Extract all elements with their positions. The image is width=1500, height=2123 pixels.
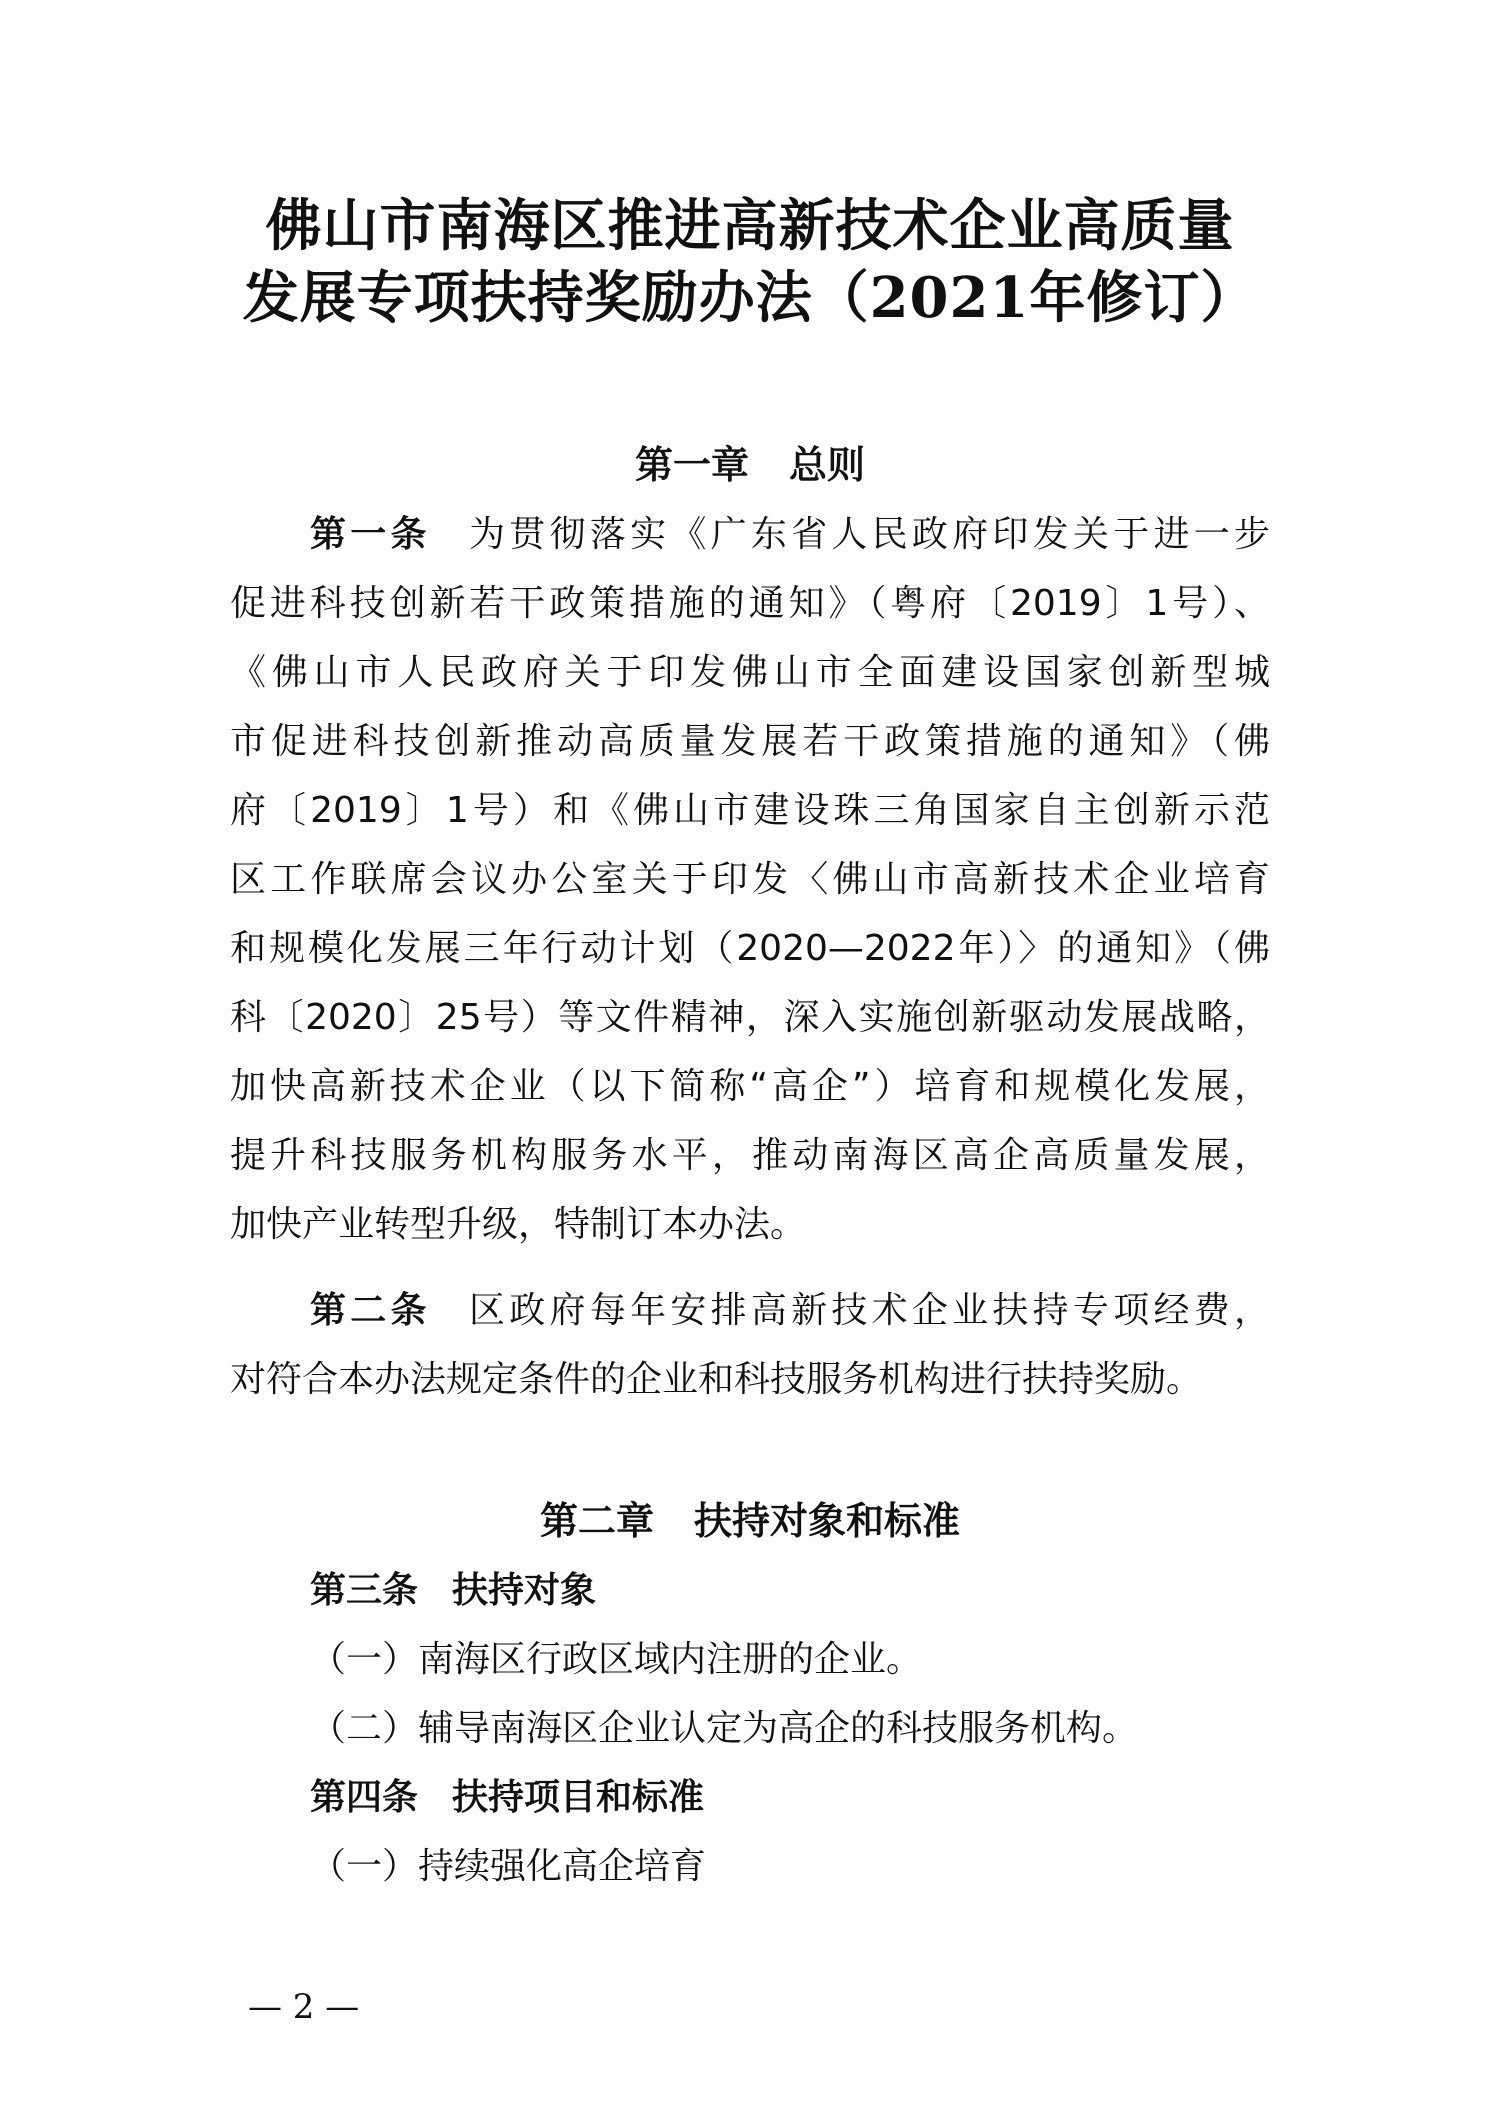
chapter-2-heading: [0, 1496, 1500, 1546]
article-1-line-9: 加快高新技术企业（以下简称“高企”）培育和规模化发展，: [230, 1066, 1270, 1107]
article-1-line-11: 加快产业转型升级，特制订本办法。: [230, 1204, 807, 1245]
article-3-item-2: （二）辅导南海区企业认定为高企的科技服务机构。: [310, 1708, 1139, 1749]
article-4-label: 第四条: [310, 1776, 419, 1818]
article-3-label: 第三条: [310, 1569, 419, 1611]
article-1-label: 第一条: [310, 513, 431, 555]
article-2-line-2: 对符合本办法规定条件的企业和科技服务机构进行扶持奖励。: [230, 1359, 1203, 1400]
article-1-line-8: 科〔2020〕25号）等文件精神，深入实施创新驱动发展战略，: [230, 997, 1270, 1038]
article-4-heading: [310, 1763, 704, 1832]
article-2-label: 第二条: [310, 1289, 431, 1331]
article-3-heading: [310, 1556, 596, 1625]
article-1-line-2: 促进科技创新若干政策措施的通知》（粤府〔2019〕1号）、: [230, 583, 1270, 624]
chapter-1-heading: [0, 440, 1500, 490]
article-1-line-4: 市促进科技创新推动高质量发展若干政策措施的通知》（佛: [230, 721, 1270, 762]
document-title-line-2: 发展专项扶持奖励办法（2021年修订）: [242, 265, 1258, 331]
page-number: — 2 —: [248, 1987, 360, 2027]
article-2: [230, 1276, 1270, 1414]
document-title-line-1: 佛山市南海区推进高新技术企业高质量: [265, 193, 1235, 259]
article-1: [230, 500, 1270, 1259]
article-1-line-6: 区工作联席会议办公室关于印发〈佛山市高新技术企业培育: [230, 859, 1270, 900]
article-1-line-1: 第一条 为贯彻落实《广东省人民政府印发关于进一步: [310, 513, 1270, 555]
article-1-line-5: 府〔2019〕1号）和《佛山市建设珠三角国家自主创新示范: [230, 790, 1270, 831]
chapter-1-label: 第一章: [634, 442, 749, 487]
article-1-line-7: 和规模化发展三年行动计划（2020—2022年）〉的通知》（佛: [230, 928, 1270, 969]
article-4-title: 扶持项目和标准: [452, 1776, 705, 1818]
chapter-2-name: 扶持对象和标准: [694, 1498, 961, 1543]
chapter-1-name: 总则: [789, 442, 866, 487]
article-3-item-1: （一）南海区行政区域内注册的企业。: [310, 1639, 923, 1680]
article-1-line-3: 《佛山市人民政府关于印发佛山市全面建设国家创新型城: [230, 652, 1270, 693]
article-1-line-10: 提升科技服务机构服务水平，推动南海区高企高质量发展，: [230, 1135, 1270, 1176]
article-3-title: 扶持对象: [452, 1569, 597, 1611]
chapter-2-label: 第二章: [539, 1498, 654, 1543]
article-2-line-1: 第二条 区政府每年安排高新技术企业扶持专项经费，: [310, 1289, 1270, 1331]
article-4-item-1: （一）持续强化高企培育: [310, 1846, 707, 1887]
